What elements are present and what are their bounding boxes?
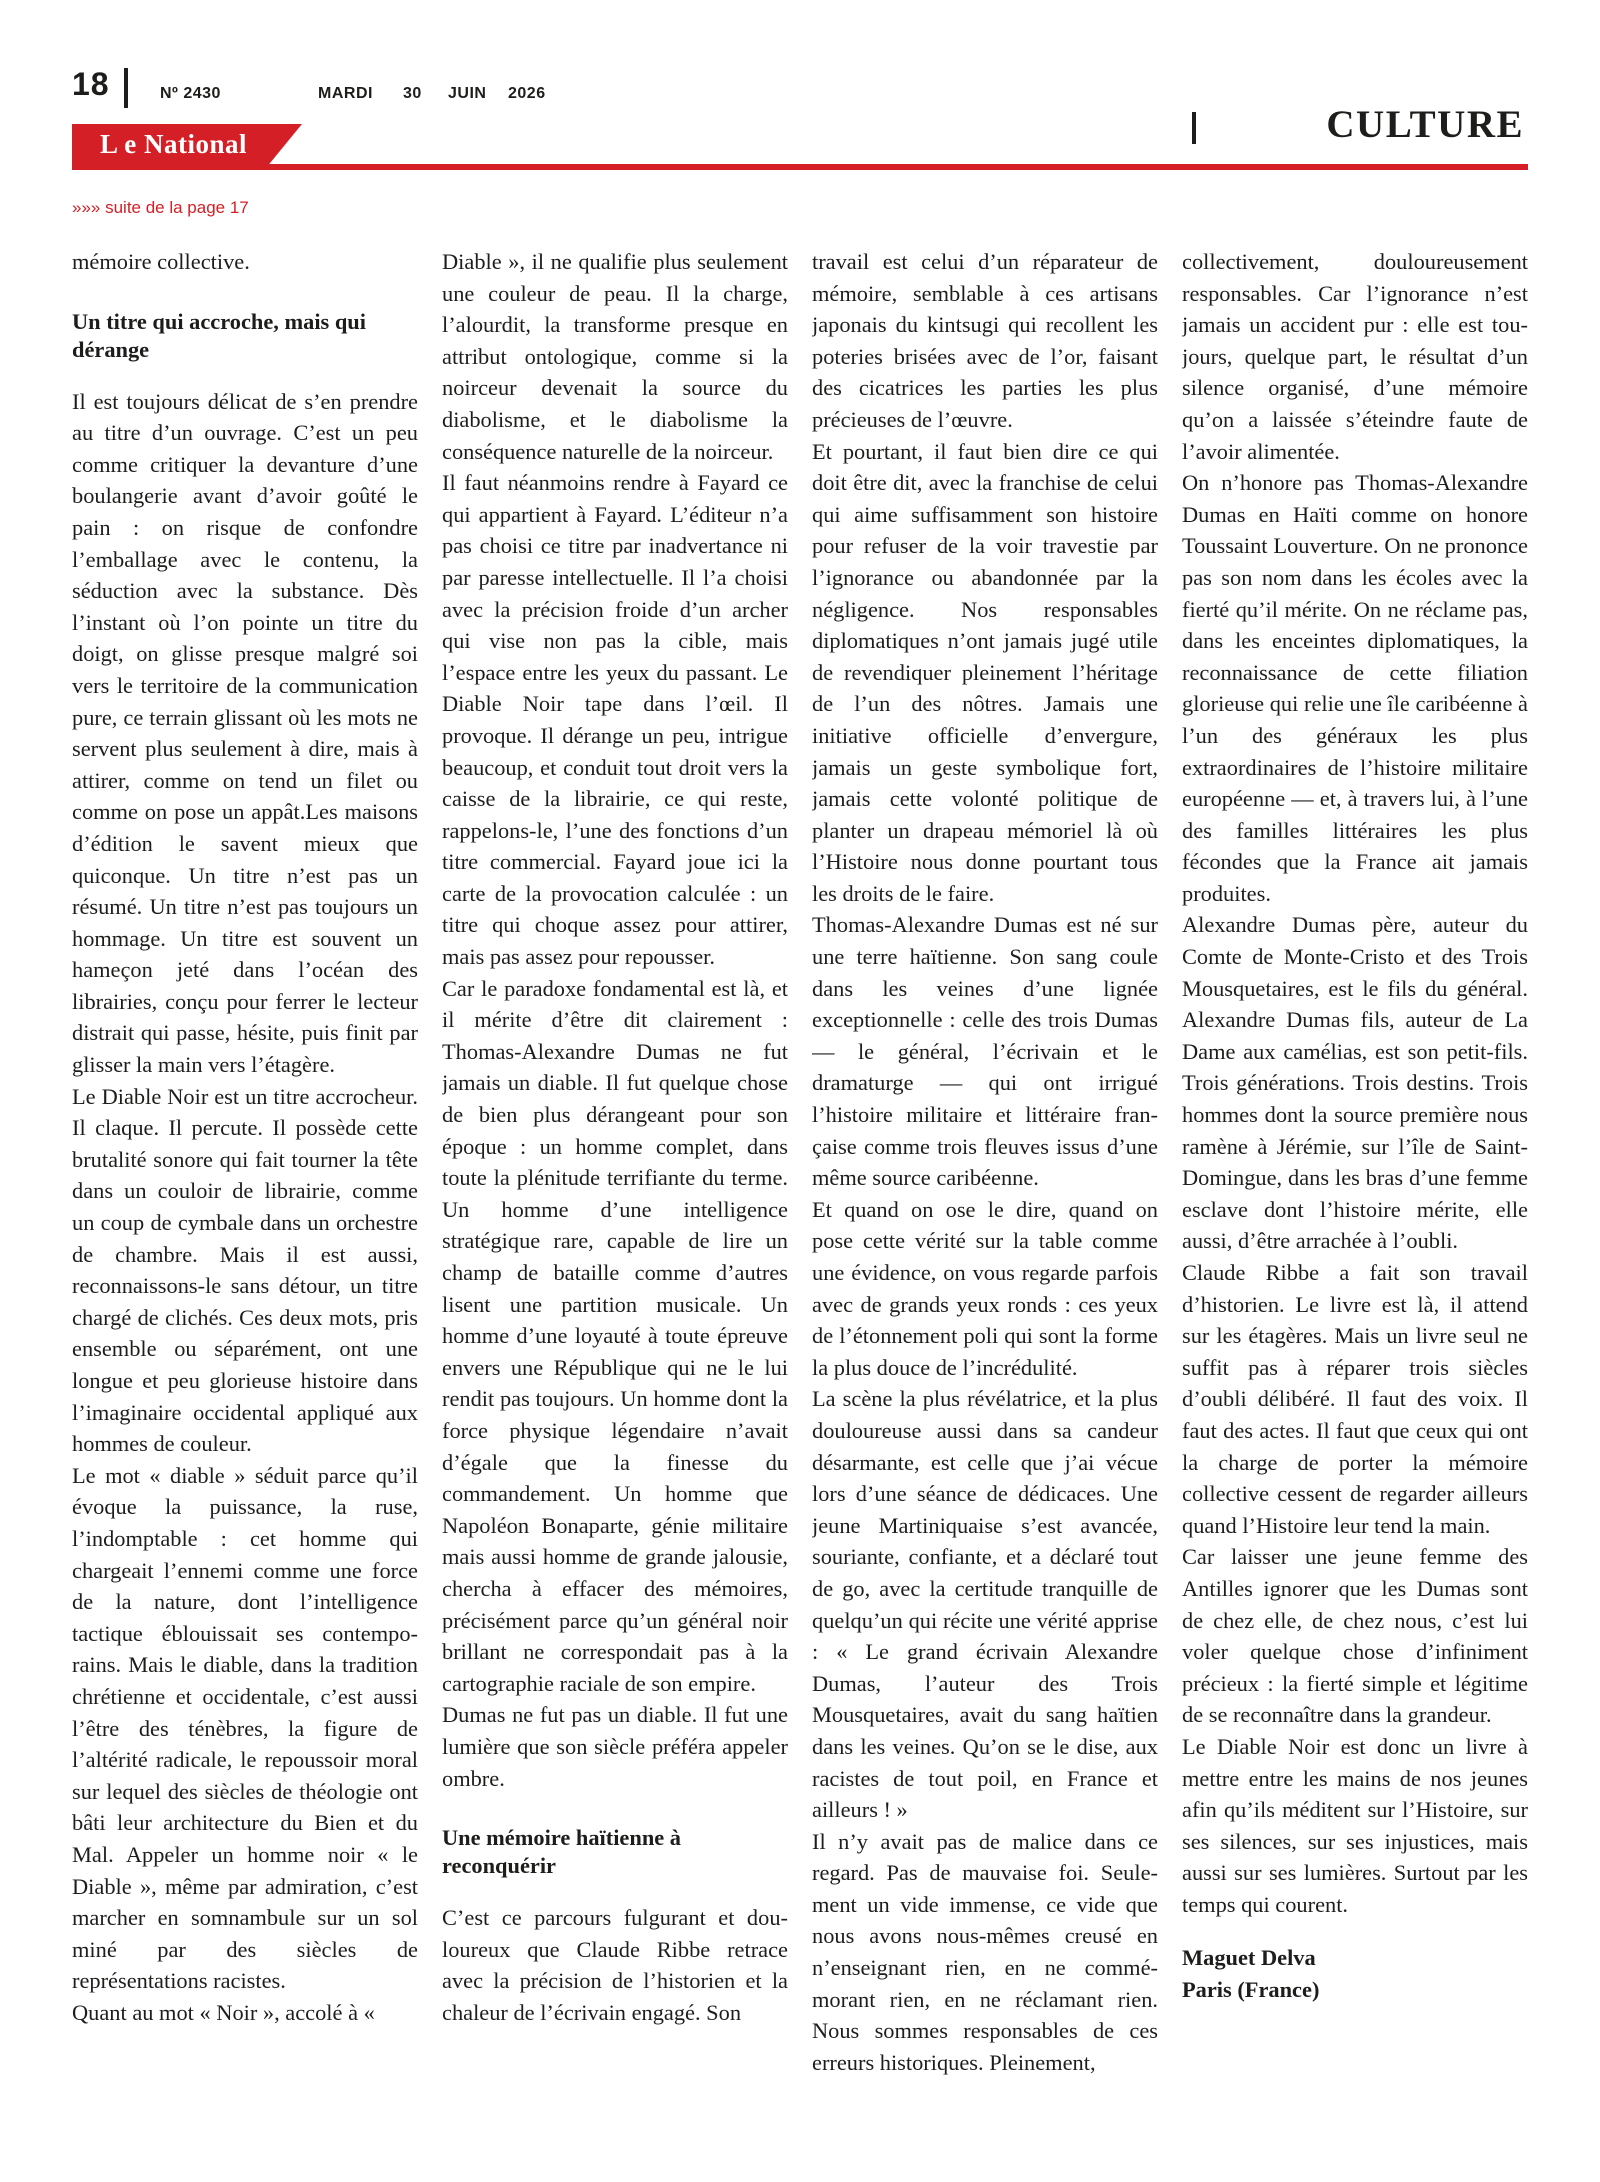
subheading: Une mémoire haïtienne à reconquérir (442, 1825, 682, 1879)
header-rule (72, 164, 1528, 170)
paragraph: Alexandre Dumas père, auteur du Comte de Monte-Cristo et des Trois Mousquetaires, est le fils du général. Alexandre Dumas fils, auteur de La Dame aux camélias, est son petit-fils. Trois générations. Trois destins. Trois hommes dont la source première nous ramène à Jérémie, sur l’île de Saint-Domingue, dans les bras d’une femme esclave dont l’histoire mérite, elle aussi, d’être arrachée à l’oubli. (1182, 912, 1528, 1254)
paragraph: Car laisser une jeune femme des Antilles ignorer que les Dumas sont de chez elle, de chez nous, c’est lui voler quelque chose d’infiniment précieux : la fierté simple et légitime de se reconnaître dans la grandeur. (1182, 1544, 1528, 1728)
paragraph: Dumas ne fut pas un diable. Il fut une lumière que son siècle préféra appeler ombre. (442, 1702, 788, 1791)
paragraph: Thomas-Alexandre Dumas est né sur une terre haïtienne. Son sang coule dans les veines d’une lignée exceptionnelle : celle des trois Dumas — le général, l’écrivain et le dramaturge — qui ont irrigué l’histoire militaire et littéraire française comme trois fleuves issus d’une même source caribéenne. (812, 912, 1158, 1191)
author-location: Paris (France) (1182, 1977, 1320, 2003)
paragraph: Le Diable Noir est donc un livre à mettre entre les mains de nos jeunes afin qu’ils méditent sur l’Histoire, sur ses silences, sur ses injustices, mais aussi sur ses lumières. Surtout par les temps qui courent. (1182, 1733, 1528, 1917)
paragraph: La scène la plus révélatrice, et la plus douloureuse aussi dans sa candeur désarmante, est celle que j’ai vécue lors d’une séance de dédicaces. Une jeune Martiniquaise s’est avancée, souriante, confiante, et a déclaré tout de go, avec la certitude tranquille de quelqu’un qui récite une vérité apprise : « Le grand écrivain Alexandre Dumas, l’auteur des Trois Mousquetaires, avait du sang haïtien dans les veines. Qu’on se le dise, aux racistes de tout poil, en France et ailleurs ! » (812, 1386, 1158, 1823)
subheading: Un titre qui accroche, mais qui dérange (72, 308, 366, 362)
issue-number: Nº 2430 (160, 85, 221, 102)
section-divider (1192, 112, 1196, 144)
paragraph: Et quand on ose le dire, quand on pose cette vérité sur la table comme une évidence, on vous regarde parfois avec de grands yeux ronds : ces yeux de l’étonnement poli qui sont la forme la plus douce de l’incrédulité. (812, 1196, 1158, 1380)
article-column-2 (442, 246, 788, 2126)
header-divider (124, 68, 128, 108)
paragraph: travail est celui d’un réparateur de mémoire, semblable à ces artisans japonais du kintsugi qui recollent les poteries brisées avec de l’or, faisant des cicatrices les parties les plus précieuses de l’œuvre. (812, 249, 1158, 432)
page-number: 18 (72, 66, 110, 102)
paragraph: Il faut néanmoins rendre à Fayard ce qui appartient à Fayard. L’éditeur n’a pas choisi ce titre par inadvertance ni par paresse intellectuelle. Il l’a choisi avec la précision froide d’un archer qui vise non pas la cible, mais l’espace entre les yeux du passant. Le Diable Noir tape dans l’œil. Il provoque. Il dérange un peu, intrigue beaucoup, et conduit tout droit vers la caisse de la librairie, ce qui reste, rappelons-le, l’une des fonctions d’un titre commercial. Fayard joue ici la carte de la provocation calculée : un titre qui choque assez pour attirer, mais pas assez pour repousser. (442, 470, 788, 970)
paragraph: Car le paradoxe fondamental est là, et il mérite d’être dit clairement : Thomas-Alexandre Dumas ne fut jamais un diable. Il fut quelque chose de bien plus dérangeant pour son époque : un homme complet, dans toute la plénitude terrifiante du terme. Un homme d’une intelligence stratégique rare, capable de lire un champ de bataille comme d’autres lisent une partition musicale. Un homme d’une loyauté à toute épreuve envers une République qui ne le lui rendit pas toujours. Un homme dont la force physique légendaire n’avait d’égale que la finesse du commandement. Un homme que Napoléon Bonaparte, génie militaire mais aussi homme de grande jalousie, chercha à effacer des mémoires, précisément parce qu’un général noir brillant ne correspondait pas à la cartographie raciale de son empire. (442, 975, 788, 1696)
paragraph: Quant au mot « Noir », accolé à « (72, 1999, 375, 2025)
paragraph: Il n’y avait pas de malice dans ce regard. Pas de mauvaise foi. Seulement un vide immense, ce vide que nous avons nous-mêmes creusé en n’enseignant rien, en ne commémorant rien, en ne réclamant rien. Nous sommes responsables de ces erreurs historiques. Pleinement, (812, 1828, 1158, 2075)
issue-year: 2026 (508, 85, 546, 102)
paragraph: collectivement, douloureusement responsables. Car l’ignorance n’est jamais un accident pur : elle est toujours, quelque part, le résultat d’un silence organisé, d’une mémoire qu’on a laissée s’éteindre faute de l’avoir alimentée. (1182, 249, 1528, 464)
paragraph: mémoire collective. (72, 249, 250, 274)
paragraph: Et pourtant, il faut bien dire ce qui doit être dit, avec la franchise de celui qui aime suffisamment son histoire pour refuser de la voir travestie par l’ignorance ou abandonnée par la négligence. Nos responsables diplomatiques n’ont jamais jugé utile de revendiquer pleinement l’héritage de l’un des nôtres. Jamais une initiative officielle d’envergure, jamais un geste symbolique fort, jamais cette volonté politique de planter un drapeau mémoriel là où l’Histoire nous donne pourtant tous les droits de le faire. (812, 438, 1158, 906)
issue-date-number: 30 (403, 85, 422, 102)
paragraph: Le Diable Noir est un titre accrocheur. Il claque. Il percute. Il possède cette brutalité sonore qui fait tourner la tête dans un couloir de librairie, comme un coup de cymbale dans un orchestre de chambre. Mais il est aussi, reconnaissons-le sans détour, un titre chargé de clichés. Ces deux mots, pris ensemble ou séparément, ont une longue et peu glorieuse histoire dans l’imaginaire occidental appliqué aux hommes de couleur. (72, 1083, 418, 1457)
newspaper-name: L e National (100, 129, 248, 159)
paragraph: C’est ce parcours fulgurant et douloureux que Claude Ribbe retrace avec la précision de l’historien et la chaleur de l’écrivain engagé. Son (442, 1905, 788, 2025)
section-title: CULTURE (1326, 103, 1524, 146)
author-name: Maguet Delva (1182, 1945, 1316, 1971)
continued-from-label: »»» suite de la page 17 (72, 198, 249, 217)
article-column-3 (812, 246, 1158, 2126)
issue-day: MARDI (318, 85, 373, 102)
article-column-4 (1182, 246, 1528, 2126)
article-column-1 (72, 246, 418, 2126)
issue-month: JUIN (448, 85, 487, 102)
paragraph: On n’honore pas Thomas-Alexandre Dumas en Haïti comme on honore Toussaint Louverture. On ne prononce pas son nom dans les écoles avec la fierté qu’il mérite. On ne réclame pas, dans les enceintes diplomatiques, la reconnaissance de cette filiation glorieuse qui relie une île caribéenne à l’un des généraux les plus extraordinaires de l’histoire militaire européenne — et, à travers lui, à l’une des familles littéraires les plus fécondes que la France ait jamais produites. (1182, 470, 1528, 906)
paragraph: Le mot « diable » séduit parce qu’il évoque la puissance, la ruse, l’indomptable : cet homme qui chargeait l’ennemi comme une force de la nature, dont l’intelligence tactique éblouissait ses contemporains. Mais le diable, dans la tradition chrétienne et occidentale, c’est aussi l’être des ténèbres, la figure de l’altérité radicale, le repoussoir moral sur lequel des siècles de théologie ont bâti leur architecture du Bien et du Mal. Appeler un homme noir « le Diable », même par admiration, c’est marcher en somnambule sur un sol miné par des siècles de représentations racistes. (72, 1462, 418, 1994)
paragraph: Claude Ribbe a fait son travail d’historien. Le livre est là, il attend sur les étagères. Mais un livre seul ne suffit pas à réparer trois siècles d’oubli délibéré. Il faut des voix. Il faut des actes. Il faut que ceux qui ont la charge de porter la mémoire collective cessent de regarder ailleurs quand l’Histoire leur tend la main. (1182, 1260, 1528, 1538)
paragraph: Il est toujours délicat de s’en prendre au titre d’un ouvrage. C’est un peu comme critiquer la devanture d’une boulangerie avant d’avoir goûté le pain : on risque de confondre l’emballage avec le contenu, la séduction avec la substance. Dès l’instant où l’on pointe un titre du doigt, on glisse presque malgré soi vers le territoire de la communication pure, ce terrain glissant où les mots ne servent plus seulement à dire, mais à attirer, comme on tend un filet ou comme on pose un appât.Les maisons d’édition le savent mieux que quiconque. Un titre n’est pas un résumé. Un titre n’est pas toujours un hommage. Un titre est souvent un hameçon jeté dans l’océan des librairies, conçu pour ferrer le lecteur distrait qui passe, hésite, puis finit par glisser la main vers l’étagère. (72, 388, 418, 1078)
paragraph: Diable », il ne qualifie plus seulement une couleur de peau. Il la charge, l’alourdit, la transforme presque en attribut ontologique, comme si la noirceur devenait la source du diabolisme, et le diabolisme la conséquence naturelle de la noirceur. (442, 249, 788, 464)
page-header (0, 0, 1600, 200)
